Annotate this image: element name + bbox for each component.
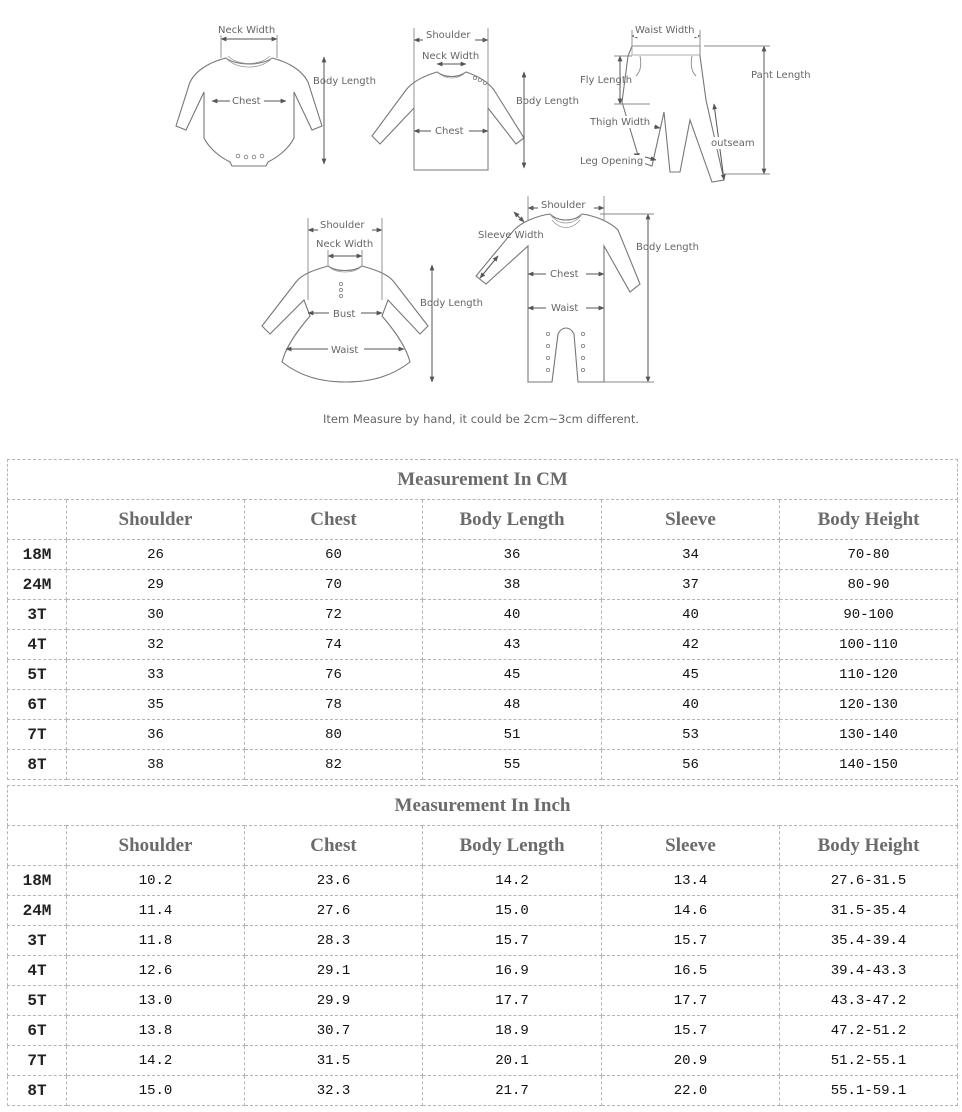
table-cell: 47.2-51.2 — [780, 1016, 958, 1046]
table-cell: 35 — [67, 690, 245, 720]
bodysuit-body-length-text: Body Length — [313, 76, 376, 87]
cm-header-row — [8, 500, 958, 540]
table-cell: 51.2-55.1 — [780, 1046, 958, 1076]
table-cell: 55.1-59.1 — [780, 1076, 958, 1106]
label-romper-shoulder: Shoulder — [541, 200, 586, 211]
size-cell: 8T — [8, 750, 67, 780]
size-cell: 5T — [8, 986, 67, 1016]
inch-header-sleeve: Sleeve — [602, 826, 780, 866]
size-cell: 24M — [8, 570, 67, 600]
size-cell: 7T — [8, 1046, 67, 1076]
size-cell: 4T — [8, 630, 67, 660]
inch-size-table — [7, 785, 958, 1106]
size-cell: 3T — [8, 926, 67, 956]
table-row — [8, 926, 958, 956]
table-cell: 15.7 — [602, 1016, 780, 1046]
cm-size-table — [7, 459, 958, 780]
table-cell: 45 — [602, 660, 780, 690]
table-row — [8, 1016, 958, 1046]
inch-table-body — [8, 866, 958, 1106]
table-cell: 70 — [245, 570, 423, 600]
table-cell: 40 — [602, 690, 780, 720]
inch-header-body-height: Body Height — [780, 826, 958, 866]
table-cell: 39.4-43.3 — [780, 956, 958, 986]
table-cell: 38 — [423, 570, 602, 600]
table-row — [8, 540, 958, 570]
table-cell: 56 — [602, 750, 780, 780]
table-cell: 10.2 — [67, 866, 245, 896]
table-cell: 43 — [423, 630, 602, 660]
measure-note: Item Measure by hand, it could be 2cm~3cm different. — [322, 412, 640, 426]
label-romper-sleeve-width: Sleeve Width — [478, 230, 544, 241]
table-row — [8, 600, 958, 630]
table-cell: 18.9 — [423, 1016, 602, 1046]
table-cell: 11.8 — [67, 926, 245, 956]
inch-header-size — [8, 826, 67, 866]
table-cell: 14.2 — [423, 866, 602, 896]
size-cell: 18M — [8, 866, 67, 896]
romper-diagram — [476, 196, 699, 382]
size-cell: 8T — [8, 1076, 67, 1106]
table-row — [8, 986, 958, 1016]
inch-table-title: Measurement In Inch — [8, 786, 958, 826]
table-row — [8, 690, 958, 720]
label-pants-thigh-width: Thigh Width — [590, 117, 651, 128]
label-pants-leg-opening: Leg Opening — [580, 156, 644, 167]
label-dress-bust: Bust — [333, 309, 356, 320]
size-cell: 6T — [8, 690, 67, 720]
table-row — [8, 630, 958, 660]
cm-header-shoulder: Shoulder — [67, 500, 245, 540]
table-cell: 20.1 — [423, 1046, 602, 1076]
table-cell: 29.9 — [245, 986, 423, 1016]
table-row — [8, 570, 958, 600]
label-dress-neck-width: Neck Width — [316, 239, 374, 250]
table-cell: 36 — [67, 720, 245, 750]
bodysuit-diagram — [176, 25, 376, 166]
table-row — [8, 956, 958, 986]
table-cell: 100-110 — [780, 630, 958, 660]
table-cell: 37 — [602, 570, 780, 600]
table-cell: 29.1 — [245, 956, 423, 986]
label-bodysuit-neck-width: Neck Width — [218, 25, 276, 36]
table-cell: 13.0 — [67, 986, 245, 1016]
table-cell: 17.7 — [602, 986, 780, 1016]
table-cell: 140-150 — [780, 750, 958, 780]
table-cell: 13.8 — [67, 1016, 245, 1046]
table-cell: 16.9 — [423, 956, 602, 986]
label-dress-shoulder: Shoulder — [320, 220, 365, 231]
table-row — [8, 896, 958, 926]
table-cell: 78 — [245, 690, 423, 720]
table-cell: 35.4-39.4 — [780, 926, 958, 956]
table-cell: 11.4 — [67, 896, 245, 926]
size-cell: 3T — [8, 600, 67, 630]
label-bodysuit-chest: Chest — [232, 96, 261, 107]
table-cell: 110-120 — [780, 660, 958, 690]
table-cell: 34 — [602, 540, 780, 570]
table-cell: 29 — [67, 570, 245, 600]
table-cell: 16.5 — [602, 956, 780, 986]
table-cell: 42 — [602, 630, 780, 660]
label-shirt-shoulder: Shoulder — [426, 30, 471, 41]
inch-header-chest: Chest — [245, 826, 423, 866]
table-cell: 27.6-31.5 — [780, 866, 958, 896]
table-cell: 130-140 — [780, 720, 958, 750]
table-cell: 15.7 — [602, 926, 780, 956]
table-cell: 40 — [602, 600, 780, 630]
table-cell: 31.5-35.4 — [780, 896, 958, 926]
cm-header-size — [8, 500, 67, 540]
size-cell: 5T — [8, 660, 67, 690]
table-cell: 48 — [423, 690, 602, 720]
table-row — [8, 720, 958, 750]
label-romper-waist: Waist — [551, 303, 579, 314]
label-shirt-chest: Chest — [435, 126, 464, 137]
size-cell: 24M — [8, 896, 67, 926]
table-cell: 55 — [423, 750, 602, 780]
table-cell: 23.6 — [245, 866, 423, 896]
table-cell: 13.4 — [602, 866, 780, 896]
table-row — [8, 1046, 958, 1076]
table-cell: 14.6 — [602, 896, 780, 926]
table-cell: 40 — [423, 600, 602, 630]
label-pants-outseam: outseam — [711, 138, 755, 149]
table-row — [8, 660, 958, 690]
table-cell: 21.7 — [423, 1076, 602, 1106]
table-cell: 60 — [245, 540, 423, 570]
table-cell: 36 — [423, 540, 602, 570]
inch-header-shoulder: Shoulder — [67, 826, 245, 866]
table-cell: 15.0 — [67, 1076, 245, 1106]
table-cell: 30.7 — [245, 1016, 423, 1046]
table-cell: 80-90 — [780, 570, 958, 600]
label-pants-fly-length: Fly Length — [580, 75, 633, 86]
label-shirt-neck-width: Neck Width — [422, 51, 480, 62]
table-cell: 15.7 — [423, 926, 602, 956]
size-cell: 4T — [8, 956, 67, 986]
label-dress-body-length: Body Length — [420, 298, 483, 309]
label-romper-chest: Chest — [550, 269, 579, 280]
cm-table-body — [8, 540, 958, 780]
table-cell: 70-80 — [780, 540, 958, 570]
table-cell: 43.3-47.2 — [780, 986, 958, 1016]
table-cell: 80 — [245, 720, 423, 750]
table-cell: 120-130 — [780, 690, 958, 720]
table-cell: 53 — [602, 720, 780, 750]
table-row — [8, 750, 958, 780]
size-cell: 18M — [8, 540, 67, 570]
table-cell: 72 — [245, 600, 423, 630]
table-cell: 76 — [245, 660, 423, 690]
label-dress-waist: Waist — [331, 345, 359, 356]
table-cell: 27.6 — [245, 896, 423, 926]
table-row — [8, 1076, 958, 1106]
label-romper-body-length: Body Length — [636, 242, 699, 253]
table-row — [8, 866, 958, 896]
table-cell: 26 — [67, 540, 245, 570]
table-cell: 45 — [423, 660, 602, 690]
garment-measurement-illustrations — [0, 0, 962, 440]
table-cell: 17.7 — [423, 986, 602, 1016]
table-cell: 15.0 — [423, 896, 602, 926]
cm-header-sleeve: Sleeve — [602, 500, 780, 540]
size-cell: 7T — [8, 720, 67, 750]
cm-table-title: Measurement In CM — [8, 460, 958, 500]
table-cell: 38 — [67, 750, 245, 780]
inch-header-body-length: Body Length — [423, 826, 602, 866]
table-cell: 51 — [423, 720, 602, 750]
table-cell: 32 — [67, 630, 245, 660]
inch-header-row — [8, 826, 958, 866]
table-cell: 31.5 — [245, 1046, 423, 1076]
table-cell: 32.3 — [245, 1076, 423, 1106]
cm-header-body-height: Body Height — [780, 500, 958, 540]
table-cell: 90-100 — [780, 600, 958, 630]
cm-header-body-length: Body Length — [423, 500, 602, 540]
size-cell: 6T — [8, 1016, 67, 1046]
cm-header-chest: Chest — [245, 500, 423, 540]
pants-diagram — [579, 25, 811, 182]
table-cell: 30 — [67, 600, 245, 630]
measurement-diagrams — [0, 0, 962, 440]
table-cell: 33 — [67, 660, 245, 690]
table-cell: 14.2 — [67, 1046, 245, 1076]
table-cell: 20.9 — [602, 1046, 780, 1076]
label-pants-waist-width: Waist Width — [635, 25, 695, 36]
table-cell: 22.0 — [602, 1076, 780, 1106]
label-pants-pant-length: Pant Length — [751, 70, 811, 81]
label-bodysuit-body-length — [313, 76, 376, 87]
label-shirt-body-length: Body Length — [516, 96, 579, 107]
table-cell: 12.6 — [67, 956, 245, 986]
table-cell: 82 — [245, 750, 423, 780]
shirt-diagram — [372, 28, 579, 170]
table-cell: 28.3 — [245, 926, 423, 956]
table-cell: 74 — [245, 630, 423, 660]
dress-diagram — [262, 218, 483, 382]
